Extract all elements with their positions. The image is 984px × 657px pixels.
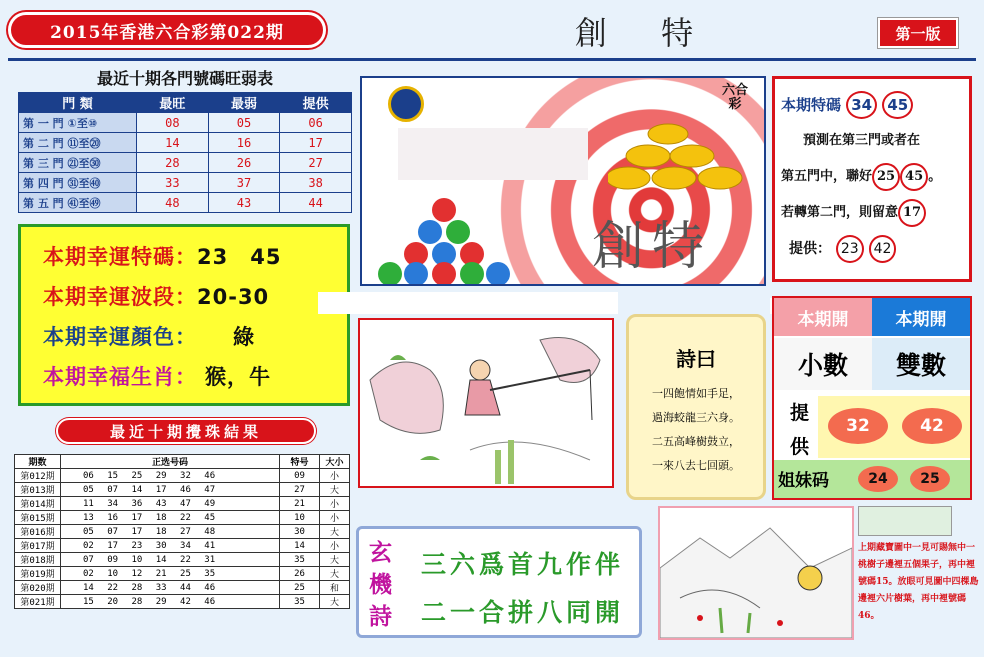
cell: 28 — [137, 153, 209, 173]
edition-badge: 第一版 — [878, 18, 958, 48]
cell: 17 — [280, 133, 352, 153]
mystic-box — [356, 526, 642, 638]
open-header-2: 本期開 — [872, 298, 970, 336]
cell: 37 — [208, 173, 280, 193]
poem-line: 二五高峰樹鼓立， — [652, 435, 740, 448]
sister-label: 姐妹码 — [778, 471, 829, 491]
poem-line: 過海蛟龍三六身。 — [652, 411, 740, 424]
provide-label: 提供： — [789, 241, 831, 257]
poem-title: 詩曰 — [676, 347, 716, 371]
cell: 33 — [137, 173, 209, 193]
table-row: 第019期 02 10 12 21 25 35 26 大 — [15, 567, 350, 581]
sister-oval: 24 — [858, 466, 898, 492]
placeholder-strip — [318, 292, 618, 314]
poem-line: 一四飽情如手足， — [652, 387, 740, 400]
banner-image — [360, 76, 766, 286]
provide-num: 23 — [836, 235, 864, 263]
prediction-line: 預測在第三門或者在 — [803, 133, 921, 148]
open-value-2: 雙數 — [872, 338, 970, 390]
table-row: 第020期 14 22 28 33 44 46 25 和 — [15, 581, 350, 595]
poem-scroll — [626, 314, 766, 500]
provide-oval: 42 — [902, 408, 962, 444]
provide-label: 提供 — [790, 402, 810, 458]
table-row: 第021期 15 20 28 29 42 46 35 大 — [15, 595, 350, 609]
cell: 16 — [208, 133, 280, 153]
prediction-line: 若轉第二門，則留意 — [781, 205, 899, 220]
lucky-value: 猴，牛 — [205, 364, 271, 389]
logo-icon — [388, 86, 424, 122]
door-label: 第 五 門 ㊶至㊾ — [19, 193, 137, 213]
special-box: 本期特碼 34 45 預測在第三門或者在 第五門中，聯好 25 45 。 若轉第二門，則留意 17 提供： 23 42 — [772, 76, 972, 282]
poem-line: 一來八去七回頭。 — [652, 459, 740, 472]
cell: 06 — [280, 113, 352, 133]
open-box — [772, 296, 972, 500]
circled-num: 17 — [898, 199, 926, 227]
prediction-line: 第五門中，聯好 — [781, 169, 873, 184]
circled-num: 45 — [900, 163, 928, 191]
door-label: 第 四 門 ㉛至㊵ — [19, 173, 137, 193]
gold-ingots — [608, 116, 758, 200]
balls-pyramid — [374, 196, 514, 286]
mystic-label: 玄機詩 — [369, 539, 392, 630]
table-row: 第016期 05 07 17 18 27 48 30 大 — [15, 525, 350, 539]
sister-oval: 25 — [910, 466, 950, 492]
col-header: 提供 — [280, 93, 352, 113]
table-row: 第017期 02 17 23 30 34 41 14 小 — [15, 539, 350, 553]
results-table — [14, 454, 350, 609]
cell: 44 — [280, 193, 352, 213]
col-header: 正选号码 — [61, 455, 280, 469]
lucky-value: 20-30 — [197, 285, 270, 309]
cell: 27 — [280, 153, 352, 173]
provide-oval: 32 — [828, 408, 888, 444]
table-row — [19, 173, 352, 193]
table-row: 第018期 07 09 10 14 22 31 35 大 — [15, 553, 350, 567]
table-row — [19, 113, 352, 133]
lucky-label: 本期幸運特碼： — [43, 244, 197, 269]
door-label: 第 一 門 ①至⑩ — [19, 113, 137, 133]
lucky-value: 23 45 — [197, 245, 282, 269]
lucky-box — [18, 224, 350, 406]
col-header: 大小 — [320, 455, 350, 469]
table-row — [19, 133, 352, 153]
table-row — [19, 153, 352, 173]
col-header: 門 類 — [19, 93, 137, 113]
table-row: 第013期 05 07 14 17 46 47 27 大 — [15, 483, 350, 497]
lucky-label: 本期幸福生肖： — [43, 364, 197, 389]
col-header: 最旺 — [137, 93, 209, 113]
open-header-1: 本期開 — [774, 298, 872, 336]
col-header: 期数 — [15, 455, 61, 469]
fishing-illustration — [358, 318, 614, 488]
cell: 08 — [137, 113, 209, 133]
issue-banner: 2015年香港六合彩第022期 — [8, 12, 326, 48]
lucky-label: 本期幸運顏色： — [43, 324, 197, 349]
note-text: 上期藏寶圖中一見可賜無中一桃樹子邊裡五個果子，再中裡號碼15。放眼可見圖中四棵島邊裡六片樹葉，再中裡號碼46。 — [858, 543, 979, 621]
cell: 26 — [208, 153, 280, 173]
mystic-line-1: 三六爲首九作伴 — [421, 550, 625, 579]
note-thumbnail — [858, 506, 952, 536]
special-num: 34 — [846, 91, 877, 119]
table-row — [19, 193, 352, 213]
page-title: 創 特 — [574, 14, 716, 52]
provide-num: 42 — [869, 235, 897, 263]
strength-table — [18, 92, 352, 213]
open-value-1: 小數 — [774, 338, 872, 390]
results-title: 最近十期攪珠結果 — [56, 418, 316, 444]
liuhecai-label: 六合彩 — [721, 83, 748, 112]
col-header: 特号 — [280, 455, 320, 469]
door-label: 第 二 門 ⑪至⑳ — [19, 133, 137, 153]
header-divider — [8, 58, 976, 61]
table-row: 第015期 13 16 17 18 22 45 10 小 — [15, 511, 350, 525]
cell: 14 — [137, 133, 209, 153]
col-header: 最弱 — [208, 93, 280, 113]
table-row: 第012期 06 15 25 29 32 46 09 小 — [15, 469, 350, 483]
special-label: 本期特碼 — [781, 96, 842, 114]
lucky-label: 本期幸運波段： — [43, 284, 197, 309]
cell: 38 — [280, 173, 352, 193]
special-num: 45 — [882, 91, 913, 119]
mystic-line-2: 二一合拼八同開 — [421, 598, 625, 627]
banner-title: 創特 — [591, 217, 712, 277]
placeholder-box — [398, 128, 588, 180]
lucky-value: 綠 — [233, 324, 255, 349]
door-label: 第 三 門 ㉑至㉚ — [19, 153, 137, 173]
cell: 05 — [208, 113, 280, 133]
circled-num: 25 — [872, 163, 900, 191]
cell: 43 — [208, 193, 280, 213]
table-row: 第014期 11 34 36 43 47 49 21 小 — [15, 497, 350, 511]
strength-table-title: 最近十期各門號碼旺弱表 — [96, 69, 273, 88]
landscape-illustration — [658, 506, 854, 640]
cell: 48 — [137, 193, 209, 213]
